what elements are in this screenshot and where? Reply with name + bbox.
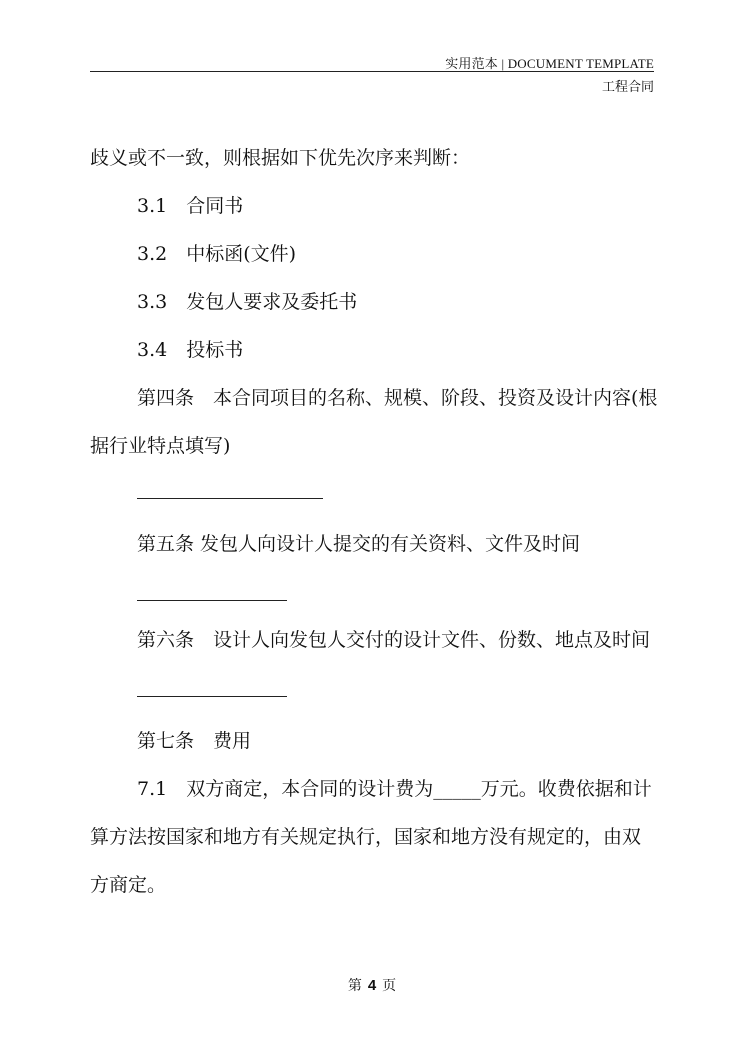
item-7-1-line: 算方法按国家和地方有关规定执行，国家和地方没有规定的，由双 xyxy=(90,826,642,848)
list-item-3-3: 3.3 发包人要求及委托书 xyxy=(137,291,358,313)
article-4-heading: 第四条 本合同项目的名称、规模、阶段、投资及设计内容(根 xyxy=(137,387,658,409)
blank-fill-line xyxy=(137,600,287,601)
item-7-1-line: 7.1 双方商定，本合同的设计费为_____万元。收费依据和计 xyxy=(137,778,652,800)
article-7-heading: 第七条 费用 xyxy=(137,730,252,752)
article-5-heading: 第五条 发包人向设计人提交的有关资料、文件及时间 xyxy=(137,533,581,555)
blank-fill-line xyxy=(137,498,323,499)
page-number: 4 xyxy=(367,977,377,994)
footer-suffix: 页 xyxy=(382,978,397,994)
article-4-continuation: 据行业特点填写) xyxy=(90,435,231,457)
header-subtitle: 工程合同 xyxy=(601,80,654,95)
list-item-3-2: 3.2 中标函(文件) xyxy=(137,243,297,265)
article-6-heading: 第六条 设计人向发包人交付的设计文件、份数、地点及时间 xyxy=(137,629,651,651)
blank-fill-line xyxy=(137,696,287,697)
page-footer xyxy=(0,975,744,995)
footer-prefix: 第 xyxy=(347,978,362,994)
list-item-3-1: 3.1 合同书 xyxy=(137,195,244,217)
item-7-1-line: 方商定。 xyxy=(90,874,167,896)
list-item-3-4: 3.4 投标书 xyxy=(137,339,244,361)
paragraph-line: 歧义或不一致，则根据如下优先次序来判断： xyxy=(90,147,471,169)
header-divider xyxy=(90,71,654,72)
header-title: 实用范本 | DOCUMENT TEMPLATE xyxy=(445,56,654,71)
